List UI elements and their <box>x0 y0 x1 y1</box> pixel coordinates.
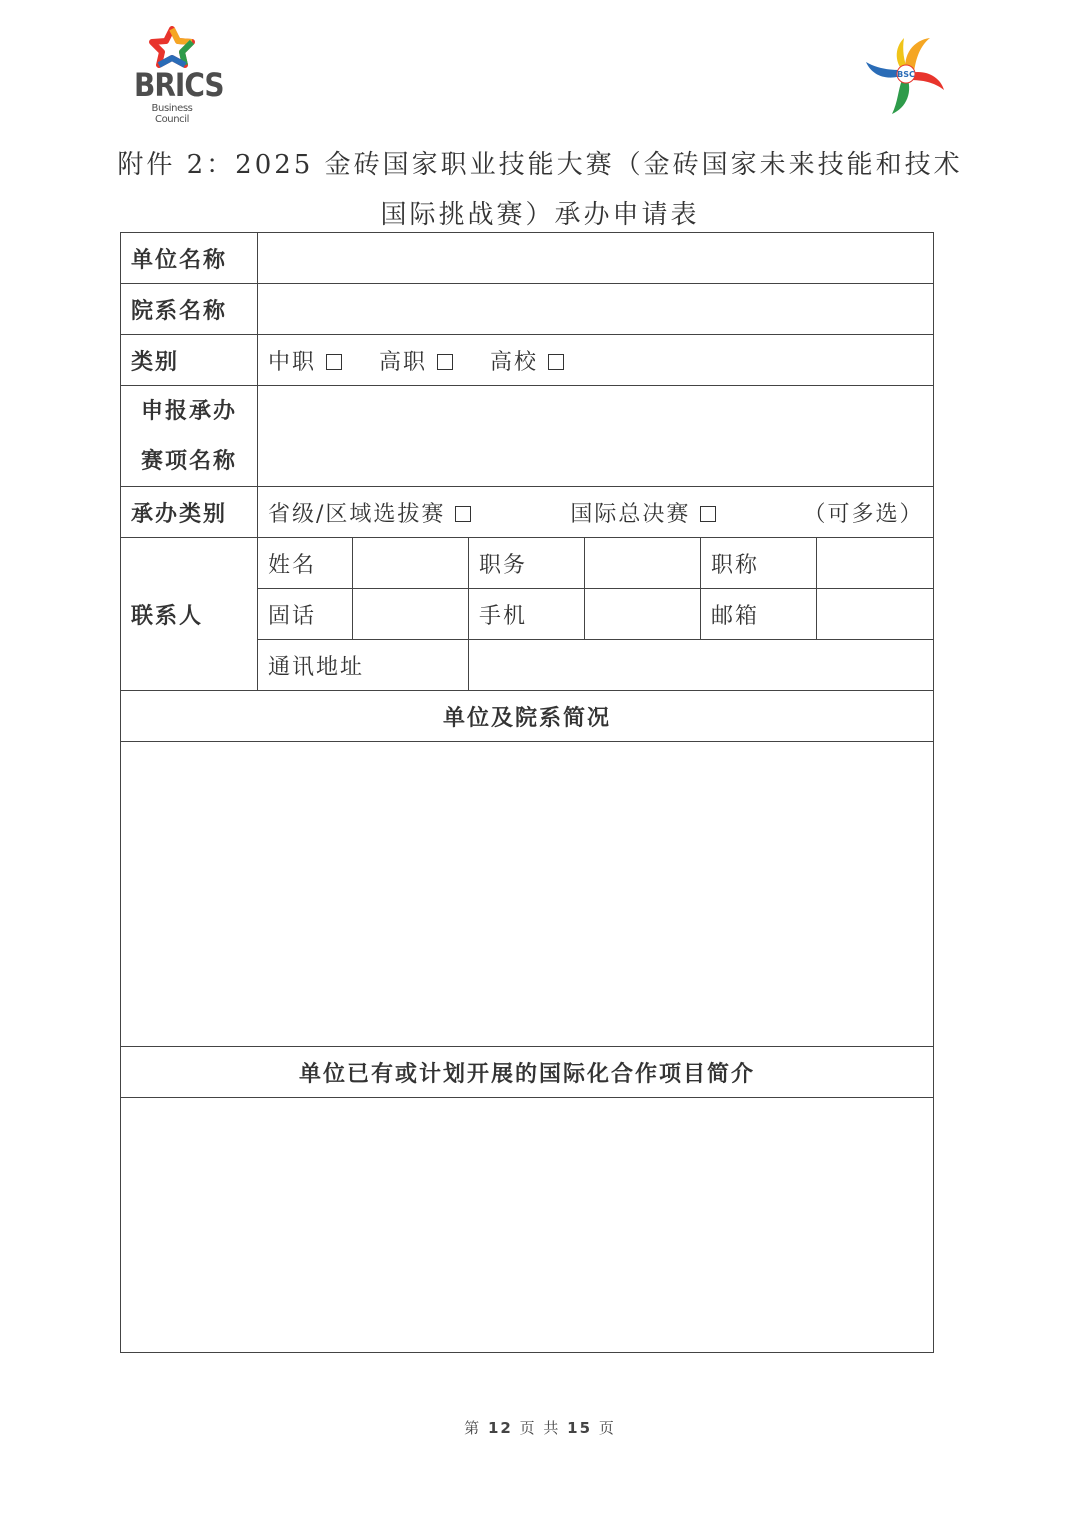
contact-position-label: 职务 <box>469 538 585 589</box>
category-row <box>121 335 934 386</box>
host-type-option-label: 国际总决赛 <box>570 501 691 527</box>
host-type-option-international[interactable] <box>570 502 716 527</box>
footer-page-number: 12 <box>487 1419 513 1437</box>
section1-body-row <box>121 742 934 1047</box>
checkbox-icon[interactable] <box>455 506 471 522</box>
dept-name-row <box>121 284 934 335</box>
section2-field[interactable] <box>121 1098 934 1353</box>
contact-mobile-field[interactable] <box>585 589 701 640</box>
dept-name-field[interactable] <box>258 284 934 335</box>
host-event-label-line1: 申报承办 <box>140 398 237 424</box>
unit-name-label: 单位名称 <box>121 233 258 284</box>
contact-title-label: 职称 <box>701 538 817 589</box>
unit-name-row <box>121 233 934 284</box>
checkbox-icon[interactable] <box>437 354 453 370</box>
bsc-logo <box>864 34 948 116</box>
category-option-label: 高校 <box>490 349 539 375</box>
section2-body-row <box>121 1098 934 1353</box>
contact-address-field[interactable] <box>469 640 934 691</box>
brics-brand-text: BRICS <box>134 66 224 104</box>
contact-address-label: 通讯地址 <box>258 640 469 691</box>
contact-mobile-label: 手机 <box>469 589 585 640</box>
brics-star-logo-icon <box>148 26 196 68</box>
host-event-field[interactable] <box>258 386 934 487</box>
dept-name-label: 院系名称 <box>121 284 258 335</box>
page-title-line2: 国际挑战赛）承办申请表 <box>380 200 700 230</box>
footer-page-total: 15 <box>567 1419 593 1437</box>
page-footer <box>0 1417 1080 1438</box>
section1-header-row <box>121 691 934 742</box>
contact-name-label: 姓名 <box>258 538 353 589</box>
checkbox-icon[interactable] <box>548 354 564 370</box>
category-option-vocational-college[interactable] <box>379 350 453 375</box>
contact-email-label: 邮箱 <box>701 589 817 640</box>
category-option-university[interactable] <box>490 350 564 375</box>
contact-name-field[interactable] <box>353 538 469 589</box>
footer-suffix: 页 <box>598 1419 616 1437</box>
footer-prefix: 第 <box>464 1419 482 1437</box>
application-form-table <box>120 232 934 1353</box>
host-event-row <box>121 386 934 487</box>
footer-middle: 页 共 <box>519 1419 561 1437</box>
contact-position-field[interactable] <box>585 538 701 589</box>
host-type-option-regional[interactable] <box>268 502 471 527</box>
page-title-line1: 附件 2：2025 金砖国家职业技能大赛（金砖国家未来技能和技术 <box>117 150 963 180</box>
brics-logo <box>134 26 224 125</box>
section2-header-row <box>121 1047 934 1098</box>
contact-email-field[interactable] <box>817 589 934 640</box>
category-label: 类别 <box>121 335 258 386</box>
section1-field[interactable] <box>121 742 934 1047</box>
host-type-row <box>121 487 934 538</box>
host-type-options <box>258 487 934 538</box>
brics-sub-text: Business Council <box>151 103 193 125</box>
host-event-label-line2: 赛项名称 <box>140 448 237 474</box>
host-type-option-label: 省级/区域选拔赛 <box>268 501 446 527</box>
section1-title: 单位及院系简况 <box>121 691 934 742</box>
contact-phone-field[interactable] <box>353 589 469 640</box>
contact-label: 联系人 <box>121 538 258 691</box>
contact-phone-label: 固话 <box>258 589 353 640</box>
contact-title-field[interactable] <box>817 538 934 589</box>
unit-name-field[interactable] <box>258 233 934 284</box>
host-type-note: （可多选） <box>803 501 924 527</box>
host-type-label: 承办类别 <box>121 487 258 538</box>
contact-row-1 <box>121 538 934 589</box>
category-option-label: 高职 <box>379 349 428 375</box>
category-option-label: 中职 <box>268 349 317 375</box>
checkbox-icon[interactable] <box>700 506 716 522</box>
bsc-pinwheel-logo-icon <box>864 34 948 116</box>
bsc-badge-text: BSC <box>897 70 915 79</box>
category-option-vocational-secondary[interactable] <box>268 350 342 375</box>
checkbox-icon[interactable] <box>326 354 342 370</box>
category-options <box>258 335 934 386</box>
host-event-label <box>121 386 258 487</box>
section2-title: 单位已有或计划开展的国际化合作项目简介 <box>121 1047 934 1098</box>
